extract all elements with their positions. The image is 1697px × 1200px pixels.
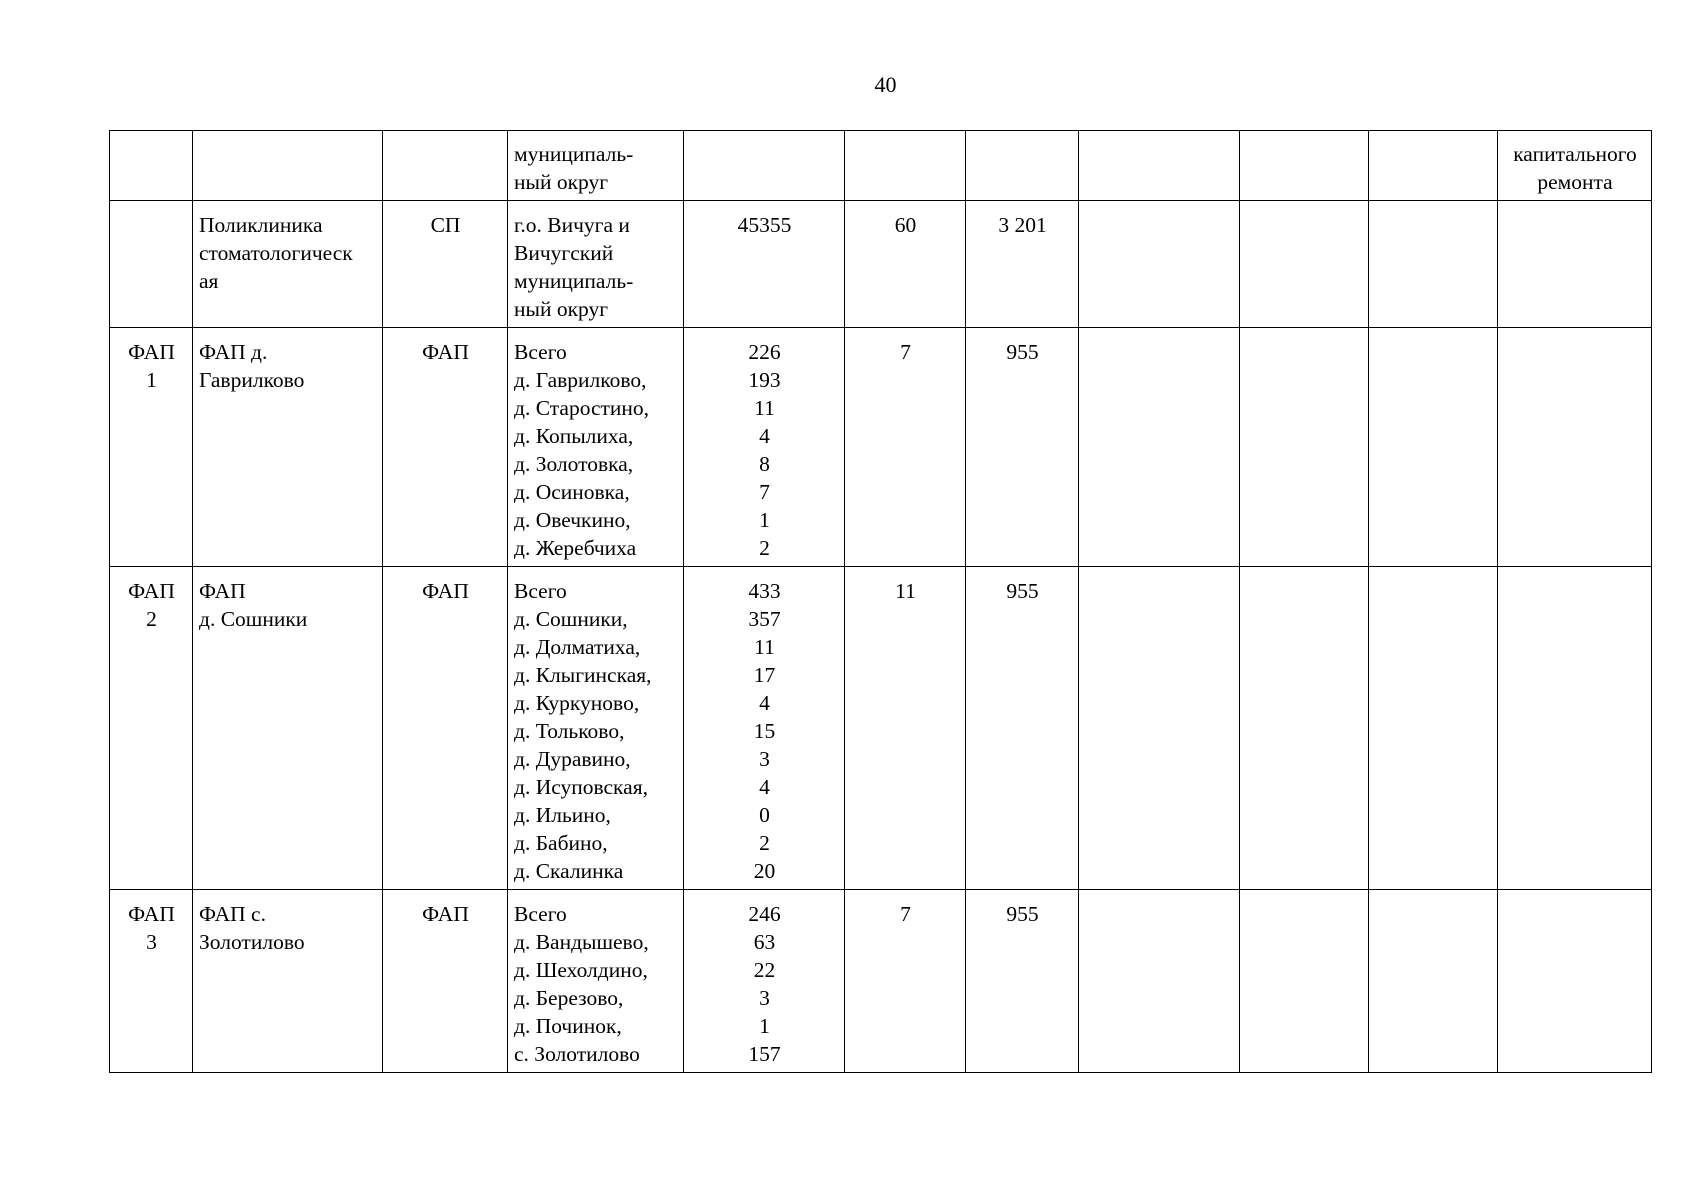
cell-line: 45355	[737, 213, 792, 237]
cell-line: Всего	[514, 340, 567, 364]
cell-line: 22	[753, 958, 776, 982]
cell-line: 0	[759, 803, 770, 827]
cell-line: ФАП д.	[199, 340, 268, 364]
cell-col8	[1079, 567, 1240, 890]
cell-type: СП	[383, 201, 508, 328]
cell-col11	[1498, 131, 1652, 201]
cell-line: 246	[748, 902, 781, 926]
cell-line: д. Осиновка,	[514, 480, 630, 504]
cell-col8	[1079, 890, 1240, 1073]
cell-line: 4	[759, 691, 770, 715]
cell-name	[193, 201, 383, 328]
cell-line: 11	[754, 635, 775, 659]
cell-name	[193, 328, 383, 567]
cell-line: д. Копылиха,	[514, 424, 634, 448]
cell-line: 2	[759, 536, 770, 560]
cell-type	[383, 131, 508, 201]
cell-line: 3	[759, 986, 770, 1010]
cell-line: д. Клыгинская,	[514, 663, 652, 687]
cell-line: д. Скалинка	[514, 859, 624, 883]
cell-line: 157	[748, 1042, 781, 1066]
cell-code	[110, 131, 193, 201]
cell-col8	[1079, 131, 1240, 201]
cell-col10	[1369, 131, 1498, 201]
cell-line: 8	[759, 452, 770, 476]
cell-col6: 11	[845, 567, 966, 890]
cell-line: д. Исуповская,	[514, 775, 648, 799]
cell-population	[684, 131, 845, 201]
cell-line: д. Бабино,	[514, 831, 608, 855]
cell-settlements	[508, 131, 684, 201]
cell-settlements	[508, 890, 684, 1073]
cell-col9	[1240, 131, 1369, 201]
cell-col8	[1079, 328, 1240, 567]
cell-col6: 7	[845, 890, 966, 1073]
cell-line: д. Долматиха,	[514, 635, 641, 659]
cell-line: 20	[753, 859, 776, 883]
cell-line: 1	[146, 368, 157, 392]
cell-col11	[1498, 567, 1652, 890]
cell-line: д. Вандышево,	[514, 930, 649, 954]
cell-line: Всего	[514, 579, 567, 603]
cell-line: д. Куркуново,	[514, 691, 640, 715]
cell-col9	[1240, 201, 1369, 328]
cell-settlements	[508, 328, 684, 567]
cell-line: ремонта	[1537, 170, 1613, 194]
cell-line: 4	[759, 424, 770, 448]
cell-line: ФАП	[128, 902, 175, 926]
cell-line: ный округ	[514, 297, 609, 321]
cell-line: д. Березово,	[514, 986, 624, 1010]
cell-population	[684, 328, 845, 567]
table-row	[110, 890, 1652, 1073]
cell-col10	[1369, 567, 1498, 890]
cell-line: 4	[759, 775, 770, 799]
cell-type: ФАП	[383, 890, 508, 1073]
cell-line: Золотилово	[199, 930, 305, 954]
cell-line: муниципаль-	[514, 142, 634, 166]
cell-line: ФАП	[128, 340, 175, 364]
cell-line: 3	[146, 930, 157, 954]
cell-line: 2	[759, 831, 770, 855]
cell-line: Поликлиника	[199, 213, 323, 237]
cell-line: г.о. Вичуга и	[514, 213, 630, 237]
cell-line: 1	[759, 1014, 770, 1038]
cell-code	[110, 328, 193, 567]
cell-line: д. Сошники,	[514, 607, 628, 631]
cell-line: 17	[753, 663, 776, 687]
cell-col6	[845, 131, 966, 201]
cell-col7: 955	[966, 328, 1079, 567]
cell-line: д. Овечкино,	[514, 508, 631, 532]
table-row	[110, 201, 1652, 328]
cell-line: 226	[748, 340, 781, 364]
cell-line: ая	[199, 269, 219, 293]
cell-line: д. Старостино,	[514, 396, 650, 420]
cell-line: стоматологическ	[199, 241, 353, 265]
cell-col6: 7	[845, 328, 966, 567]
cell-line: ФАП	[128, 579, 175, 603]
cell-code	[110, 201, 193, 328]
cell-col9	[1240, 567, 1369, 890]
cell-line: д. Ильино,	[514, 803, 611, 827]
cell-line: ный округ	[514, 170, 609, 194]
cell-line: д. Шехолдино,	[514, 958, 648, 982]
cell-col9	[1240, 890, 1369, 1073]
cell-line: 15	[753, 719, 776, 743]
cell-line: ФАП с.	[199, 902, 266, 926]
table-row	[110, 328, 1652, 567]
cell-type: ФАП	[383, 567, 508, 890]
table-row-continuation	[110, 131, 1652, 201]
cell-line: 2	[146, 607, 157, 631]
cell-line: Всего	[514, 902, 567, 926]
cell-col10	[1369, 328, 1498, 567]
cell-name	[193, 890, 383, 1073]
cell-name	[193, 131, 383, 201]
cell-population	[684, 567, 845, 890]
cell-line: Вичугский	[514, 241, 614, 265]
table-row	[110, 567, 1652, 890]
cell-line: д. Починок,	[514, 1014, 622, 1038]
cell-col11	[1498, 328, 1652, 567]
cell-col11	[1498, 201, 1652, 328]
cell-col7	[966, 131, 1079, 201]
cell-line: 11	[754, 396, 775, 420]
cell-line: д. Сошники	[199, 607, 308, 631]
facilities-table	[109, 130, 1652, 1073]
cell-line: 193	[748, 368, 781, 392]
cell-line: 63	[753, 930, 776, 954]
page-number: 40	[874, 72, 897, 97]
cell-col11	[1498, 890, 1652, 1073]
cell-line: 357	[748, 607, 781, 631]
cell-line: Гаврилково	[199, 368, 305, 392]
cell-settlements	[508, 201, 684, 328]
cell-line: 7	[759, 480, 770, 504]
cell-code	[110, 567, 193, 890]
cell-col8	[1079, 201, 1240, 328]
cell-line: д. Золотовка,	[514, 452, 634, 476]
cell-name	[193, 567, 383, 890]
cell-code	[110, 890, 193, 1073]
cell-line: муниципаль-	[514, 269, 634, 293]
cell-settlements	[508, 567, 684, 890]
cell-line: 3	[759, 747, 770, 771]
cell-col7: 955	[966, 567, 1079, 890]
cell-line: капитального	[1513, 142, 1637, 166]
cell-col10	[1369, 890, 1498, 1073]
cell-type: ФАП	[383, 328, 508, 567]
cell-line: 1	[759, 508, 770, 532]
cell-line: д. Дуравино,	[514, 747, 631, 771]
cell-line: 433	[748, 579, 781, 603]
cell-population	[684, 890, 845, 1073]
cell-line: д. Жеребчиха	[514, 536, 637, 560]
cell-col9	[1240, 328, 1369, 567]
cell-col7: 955	[966, 890, 1079, 1073]
cell-population	[684, 201, 845, 328]
cell-col6: 60	[845, 201, 966, 328]
cell-line: ФАП	[199, 579, 246, 603]
cell-col7: 3 201	[966, 201, 1079, 328]
cell-line: с. Золотилово	[514, 1042, 640, 1066]
cell-line: д. Тольково,	[514, 719, 625, 743]
cell-line: д. Гаврилково,	[514, 368, 647, 392]
cell-col10	[1369, 201, 1498, 328]
